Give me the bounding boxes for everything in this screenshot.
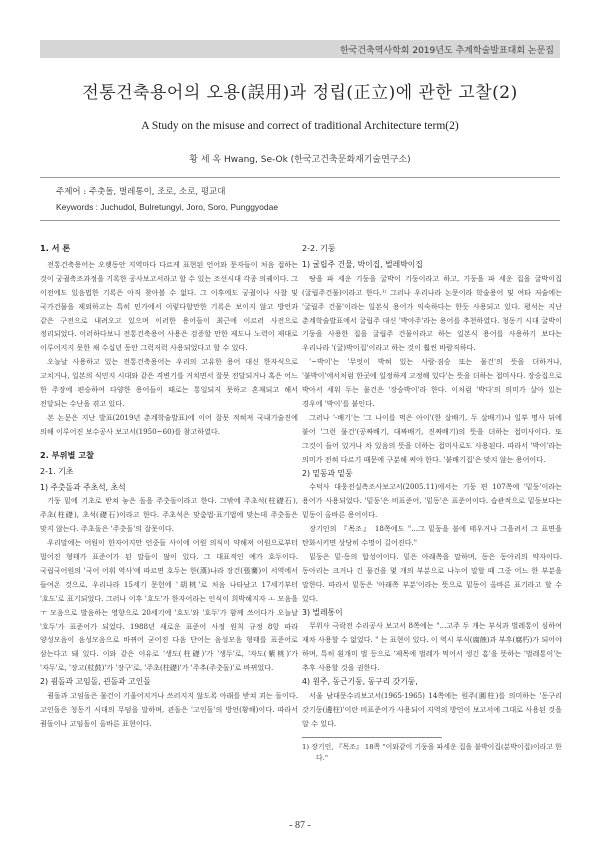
paragraph: 우리말에는 어원이 한자어지만 언중들 사이에 어원 의식이 약해져 어원으로부터 멀어진 형태가 표준어가 된 말들이 많이 있다. 그 대표적인 예가 호두이다. 국립국어원의 '국어 어휘 역사'에 따르면 호두는 한(漢)나라 장건(張騫)이 서역에서 들여온 것으로, 우리나라 15세기 문헌에 '胡桃'로 처음 나타났고 17세기부터 '호도'로 표기되었다. 그러나 이후 '호도'가 한자어라는 인식이 희박해지자 ㅗ 모음을 ㅜ 모음으로 발음하는 영향으로 20세기에 '호도'와 '호두'가 함께 쓰이다가 오늘날 '호두'가 표준어가 되었다. 1988년 새로운 표준어 사정 원칙 규정 8항 따라 양성모음이 음성모음으로 바뀌어 굳어진 다음 단어는 음성모음 형태를 표준어로 삼는다고 돼 있다. 이와 같은 이유로 '생도(柱礎)'가 '생두'로, '자도(紫桃)'가 '자두'로, '장고(杖鼓)'가 '장구'로, '주초(柱礎)'가 '주추(주춧돌)'로 바뀌었다. [40,538,298,673]
paragraph: 수덕사 대웅전실측조사보고서(2005.11)에서는 기둥 편 107쪽에 '밑둥'이라는 용어가 사용되었다. '밑둥'은 비표준어, '밑동'은 표준어이다. 습관적으로 밑둥보다는 밑동이 올바른 용어이다. [302,482,562,520]
section-heading: 1. 서 론 [40,243,71,253]
subsubsection-heading: 1) 주춧돌과 주초석, 초석 [40,482,126,492]
paragraph: 오늘날 사용하고 있는 전통건축용어는 우리의 고유한 용어 대신 한자식으로 고치거나, 일본의 식민지 시대와 같은 격변기를 거치면서 잘못 전달되거나 혹은 어느 한 주장에 편승하여 다양한 용어들이 때로는 통일되지 못하고 혼재되고 해서 전달되는 수난을 겪고 있다. [40,357,298,408]
paragraph: 전통건축용어는 오랫동안 지역마다 다르게 표현된 언어와 문자들이 처음 접하는 것이 궁궐축조과정을 기록한 공사보고서라고 할 수 있는 조선시대 각종 의궤이다. 그 이전에도 있음법한 기록은 아직 찾아볼 수 없다. 그 이후에도 궁궐이나 사찰 및 국가건물을 제외하고는 특히 민가에서 이렇다할만한 기록은 보이지 않고 방언과 같은 구전으로 내려오고 있으며 이러한 용어들이 최근에 이르러 사전으로 정리되었다. 이러하다보니 전통건축용어 사용은 검증할 만한 제도나 노력이 제대로 이루어지지 못한 채 수십년 동안 그럭저럭 사용되었다고 할 수 있다. [40,259,298,353]
paragraph: 서울 남대문수리보고서(1965·1965) 14쪽에는 원주(圓柱)를 의미하는 '동구리 갓기둥(邊柱)'이란 비표준어가 사용되어 지역의 방언이 보고서에 그대로 사용된 것을 알 수 있다. [302,691,562,728]
subsection-heading: 2-1. 기초 [40,466,74,476]
footnote: 1) 장기인, 『목조』 18쪽 "이와같이 기둥을 파세운 집을 불박이집(분박이집)이라고 한다." [302,742,562,762]
subsubsection-heading: 3) 벌레통이 [302,607,343,617]
paragraph: '~박이'는 '무엇이 박혀 있는 사람·짐승 또는 물건'의 뜻을 더하거나, '붙박이'에서처럼 한곳에 일정하게 고정해 있다'는 뜻을 더하는 접미사다. 장승집으로 박아서 세워 두는 물건은 '장승박이'라 한다. 이처럼 '박다'의 의미가 살아 있는 경우에 '박이'를 붙인다. [302,357,562,408]
subsubsection-heading: 2) 굄돌과 고임돌, 괸돌과 고인돌 [40,677,151,687]
paper-title: 전통건축용어의 오용(誤用)과 정립(正立)에 관한 고찰(2) [82,83,518,103]
subsection-heading: 2-2. 기둥 [302,244,336,253]
subsubsection-heading: 2) 밑동과 밑둥 [302,468,353,478]
author-line: 황 세 옥 Hwang, Se-Ok (한국고건축문화재기술연구소) [189,155,411,165]
paragraph: 굄돌과 고임돌은 물건이 기울어지거나 쓰러지지 않도록 아래를 받쳐 괴는 돌이다. 고인돌은 청동기 시대의 무덤을 말하며, 괸돌은 '고인돌'의 방언(황해)이다. 따라서 굄돌이나 고임돌이 올바른 표현이다. [40,691,298,728]
keywords-english: Keywords : Juchudol, Bulretungyi, Joro, Soro, Punggyodae [56,202,279,212]
footnote-divider [302,737,442,738]
paragraph: 밑둥은 밑-동의 합성어이다. 밑은 아래쪽을 말하며, 동은 동아리의 약자이다. 동아리는 크거나 긴 물건을 몇 개의 부분으로 나누어 말할 때 그중 어느 한 부분을 말한다. 따라서 밑동은 '아래쪽 부분'이라는 뜻으로 밑동이 올바른 표기라고 할 수 있다. [302,551,562,603]
keywords-korean: 주제어 : 주춧돌, 벌레통이, 조로, 소로, 평교대 [56,187,226,197]
section-heading: 2. 부위별 고찰 [40,449,95,460]
keywords-box [40,177,560,221]
subsubsection-heading: 4) 원주, 동근기둥, 동구리 갓기둥, [302,677,418,687]
right-column [302,240,562,764]
paragraph: 그러나 '-배기'는 '그 나이를 먹은 아이'(한 살배기, 두 살배기)나 일부 명사 뒤에 붙어 '그런 물건'(공짜배기, 대짜배기, 진짜배기)의 뜻을 더하는 접미사이다. 또 그것이 들어 있거나 차 있음의 뜻을 더하는 접미사로도 사용된다. 따라서 '박이'라는 의미가 전혀 다르기 때문에 구분해 써야 한다. '붙배기집'은 맞지 않는 용어이다. [302,412,562,464]
paragraph: 기둥 밑에 기초로 받쳐 놓은 돌을 주춧돌이라고 한다. 그밖에 주초석(柱礎石), 주초(柱礎), 초석(礎石)이라고 한다. 주초석은 맞춤법·표기법에 맞는데 주춧돌은 맞지 않는다. 주초돌은 '주춧돌'의 잘못이다. [40,496,298,534]
subsubsection-heading: 1) 굴립주 건물, 박이집, 벌레박이집 [302,259,423,269]
page-number: - 87 - [289,820,311,831]
running-header-text: 한국건축역사학회 2019년도 추계학술발표대회 논문집 [339,46,554,56]
running-header [40,40,560,58]
paper-subtitle-english: A Study on the misuse and correct of traditional Architecture term(2) [141,120,459,132]
paragraph: 본 논문은 지난 발표(2019년 춘계학술발표)에 이어 잘못 적혀져 국내기술진에 의해 이루어진 보수공사 보고서(1950~60)를 참고하였다. [40,412,298,436]
paragraph: 땅을 파 세운 기둥을 굴박이 기둥이라고 하고, 기둥을 파 세운 집을 굴박이집(굴립주건물)이라고 한다.¹⁾ 그러나 우리나라 논문이라 학술용어 및 여타 저술에는 '굴립주 건물'이라는 일본식 용어가 익숙하다는 한듯 사용되고 있다. 평석는 지난 춘계학술발표에서 굴립주 대신 '박아주'라는 용어를 추천하였다. 청동기 시대 굴박이 기둥을 사용한 집을 굴립주 건물이라고 하는 일본식 용어를 사용하기 보다는 우리나라 '(굴)박이집'이라고 하는 것이 훨씬 바람직하다. [302,273,562,353]
paragraph: 무위사 극락전 수리공사 보고서 8쪽에는 "...고주 두 개는 부식과 벌레통이 심하여 재차 사용할 수 없었다. " 는 표현이 있다. 이 역시 부식(腐蝕)과 부후(腐朽)가 되어야 하며, 특히 흰개미 벌 등으로 '제목에 벌레가 먹어서 생긴 흠'을 뜻하는 '벌레통이'는 추후 사용할 것을 권한다. [302,621,562,673]
left-column [40,240,298,731]
paragraph: 장기인의 『목조』 18쪽에도 "...그 밑둥을 불에 태우거나 그을려서 그 표면을 탄화시키면 상당히 수명이 길어진다." [302,524,562,548]
